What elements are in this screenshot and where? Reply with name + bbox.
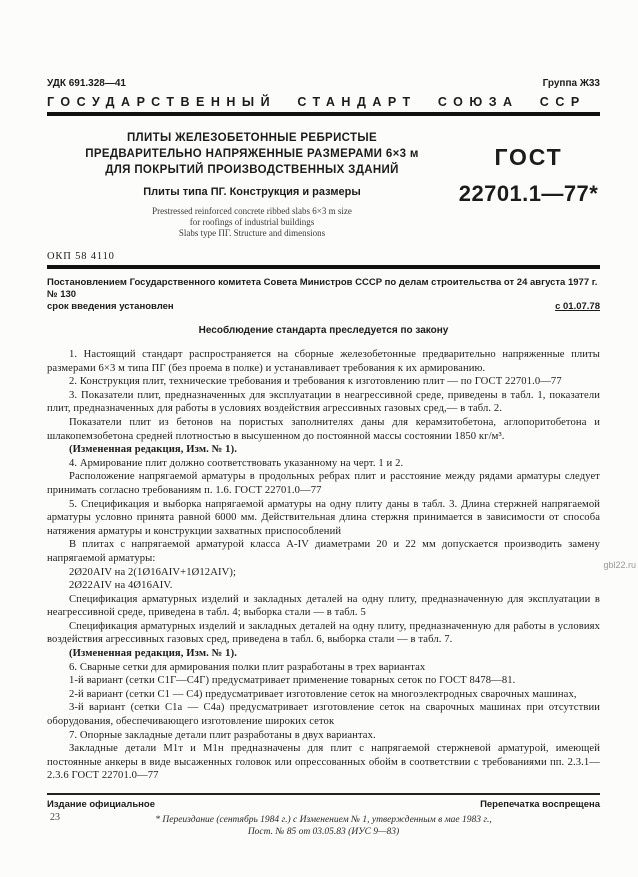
title-line-2: ПРЕДВАРИТЕЛЬНО НАПРЯЖЕННЫЕ РАЗМЕРАМИ 6×3 м bbox=[85, 148, 419, 160]
footnote-line-1: * Переиздание (сентябрь 1984 г.) с Изменением № 1, утвержденным в мае 1983 г., bbox=[155, 815, 492, 825]
paragraph: 7. Опорные закладные детали плит разработаны в двух вариантах. bbox=[69, 729, 376, 741]
header-rule bbox=[47, 112, 600, 116]
paragraph: Спецификация арматурных изделий и закладных деталей на одну плиту, предназначенную для эксплуатации в неагрессивной среде, приведена в табл. 4; выборка стали — в табл. 5 bbox=[47, 593, 600, 619]
paragraph: 2. Конструкция плит, технические требования и требования к изготовлению плит — по ГОСТ 22701.0—77 bbox=[69, 376, 562, 388]
title-line-3: ДЛЯ ПОКРЫТИЙ ПРОИЗВОДСТВЕННЫХ ЗДАНИЙ bbox=[105, 164, 399, 176]
decree-term: срок введения установлен bbox=[47, 301, 174, 312]
paragraph: 3. Показатели плит, предназначенных для эксплуатации в неагрессивной среде, приведены в табл. 1, показатели плит, предназначенных для работы в условиях воздействия агрессивных газовых сред,— в табл. 2. bbox=[47, 389, 600, 415]
decree-block bbox=[47, 277, 600, 313]
decree-line-1: Постановлением Государственного комитета Совета Министров СССР по делам строительства от 24 августа 1977 г. № 130 bbox=[47, 277, 598, 300]
paragraph: Расположение напрягаемой арматуры в продольных ребрах плит и расстояние между рядами арматуры следует принимать согласно требованиям п. 1.6. ГОСТ 22701.0—77 bbox=[47, 471, 600, 496]
org-header: ГОСУДАРСТВЕННЫЙ СТАНДАРТ СОЮЗА ССР bbox=[47, 95, 586, 109]
gost-label: ГОСТ bbox=[494, 144, 563, 170]
title-line-1: ПЛИТЫ ЖЕЛЕЗОБЕТОННЫЕ РЕБРИСТЫЕ bbox=[126, 132, 378, 144]
reissue-footnote bbox=[47, 814, 600, 838]
official-edition-label: Издание официальное bbox=[47, 799, 155, 810]
footnote-line-2: Пост. № 85 от 03.05.83 (ИУС 9—83) bbox=[247, 827, 400, 837]
okp-code: ОКП 58 4110 bbox=[47, 251, 115, 262]
paragraph-amended-note: (Измененная редакция, Изм. № 1). bbox=[69, 444, 237, 456]
decree-effective-date: с 01.07.78 bbox=[555, 301, 600, 312]
paragraph: 5. Спецификация и выборка напрягаемой арматуры на одну плиту даны в табл. 3. Длина стержней напрягаемой арматуры условно принята равной 6000 мм. Действительная длина стержня принимается в зависимости от способа натяжения арматуры и конструкции захватных приспособлений bbox=[47, 498, 600, 537]
law-notice: Несоблюдение стандарта преследуется по закону bbox=[198, 325, 449, 336]
title-block bbox=[47, 130, 600, 239]
title-english bbox=[47, 206, 457, 239]
title-left bbox=[47, 130, 457, 239]
footer-rule bbox=[47, 793, 600, 795]
title-english-line-3: Slabs type ПГ. Structure and dimensions bbox=[178, 228, 326, 238]
title-english-line-1: Prestressed reinforced concrete ribbed slabs 6×3 m size bbox=[152, 206, 352, 216]
title-english-line-2: for roofings of industrial buildings bbox=[189, 217, 315, 227]
gost-designation bbox=[457, 130, 600, 239]
group-code: Группа Ж33 bbox=[542, 78, 600, 89]
paragraph-amended-note: (Измененная редакция, Изм. № 1). bbox=[69, 648, 237, 660]
paragraph: Закладные детали М1т и М1н предназначены для плит с напрягаемой стержневой арматурой, имеющей постоянные анкеры в виде высаженных головок или опрессованных обойм в соответствии с требованиями пп. 2.3.1—2.3.6 ГОСТ 22701.0—77 bbox=[47, 743, 600, 782]
decree-line-2 bbox=[47, 301, 600, 313]
standard-body bbox=[47, 348, 600, 783]
rebar-substitution-formula: 2Ø20АIV на 2(1Ø16АIV+1Ø12АIV); bbox=[69, 566, 237, 578]
paragraph: Показатели плит из бетонов на пористых заполнителях даны для керамзитобетона, аглопоритобетона и шлакопемзобетона средней плотностью в высушенном до постоянной массы состоянии 1850 кг/м³. bbox=[47, 416, 600, 442]
meta-row bbox=[47, 78, 600, 89]
paragraph: В плитах с напрягаемой арматурой класса А-IV диаметрами 20 и 22 мм допускается производить замену напрягаемой арматуры: bbox=[47, 539, 600, 564]
paragraph: 3-й вариант (сетки С1а — С4а) предусматривает изготовление сеток на сварочных машинах при отсутствии оборудования, обеспечивающего изготовление широких сеток bbox=[47, 702, 600, 728]
paragraph: 1. Настоящий стандарт распространяется на сборные железобетонные предварительно напряженные плиты размерами 6×3 м типа ПГ (без проема в полке) и устанавливает требования к их армированию. bbox=[47, 349, 600, 374]
paragraph: 1-й вариант (сетки С1Г—С4Г) предусматривает применение товарных сеток по ГОСТ 8478—81. bbox=[69, 675, 516, 687]
paragraph: 2-й вариант (сетки С1 — С4) предусматривает изготовление сеток на многоэлектродных сварочных машинах, bbox=[69, 688, 577, 700]
watermark: gbl22.ru bbox=[603, 560, 636, 570]
page-number: 23 bbox=[50, 812, 60, 823]
paragraph: 6. Сварные сетки для армирования полки плит разработаны в трех вариантах bbox=[69, 661, 426, 673]
reprint-prohibited-label: Перепечатка воспрещена bbox=[480, 799, 600, 810]
udk-code: УДК 691.328—41 bbox=[47, 78, 126, 89]
title-subtitle: Плиты типа ПГ. Конструкция и размеры bbox=[143, 186, 361, 198]
paragraph: Спецификация арматурных изделий и закладных деталей на одну плиту, предназначенную для работы в условиях воздействия агрессивных газовых сред, приведена в табл. 6, выборка стали — в табл. 7. bbox=[47, 620, 600, 646]
okp-rule bbox=[47, 265, 600, 269]
paragraph: 4. Армирование плит должно соответствовать указанному на черт. 1 и 2. bbox=[69, 457, 404, 469]
rebar-substitution-formula: 2Ø22АIV на 4Ø16АIV. bbox=[69, 580, 173, 592]
gost-number: 22701.1—77* bbox=[458, 181, 599, 206]
footer-row bbox=[47, 799, 600, 810]
